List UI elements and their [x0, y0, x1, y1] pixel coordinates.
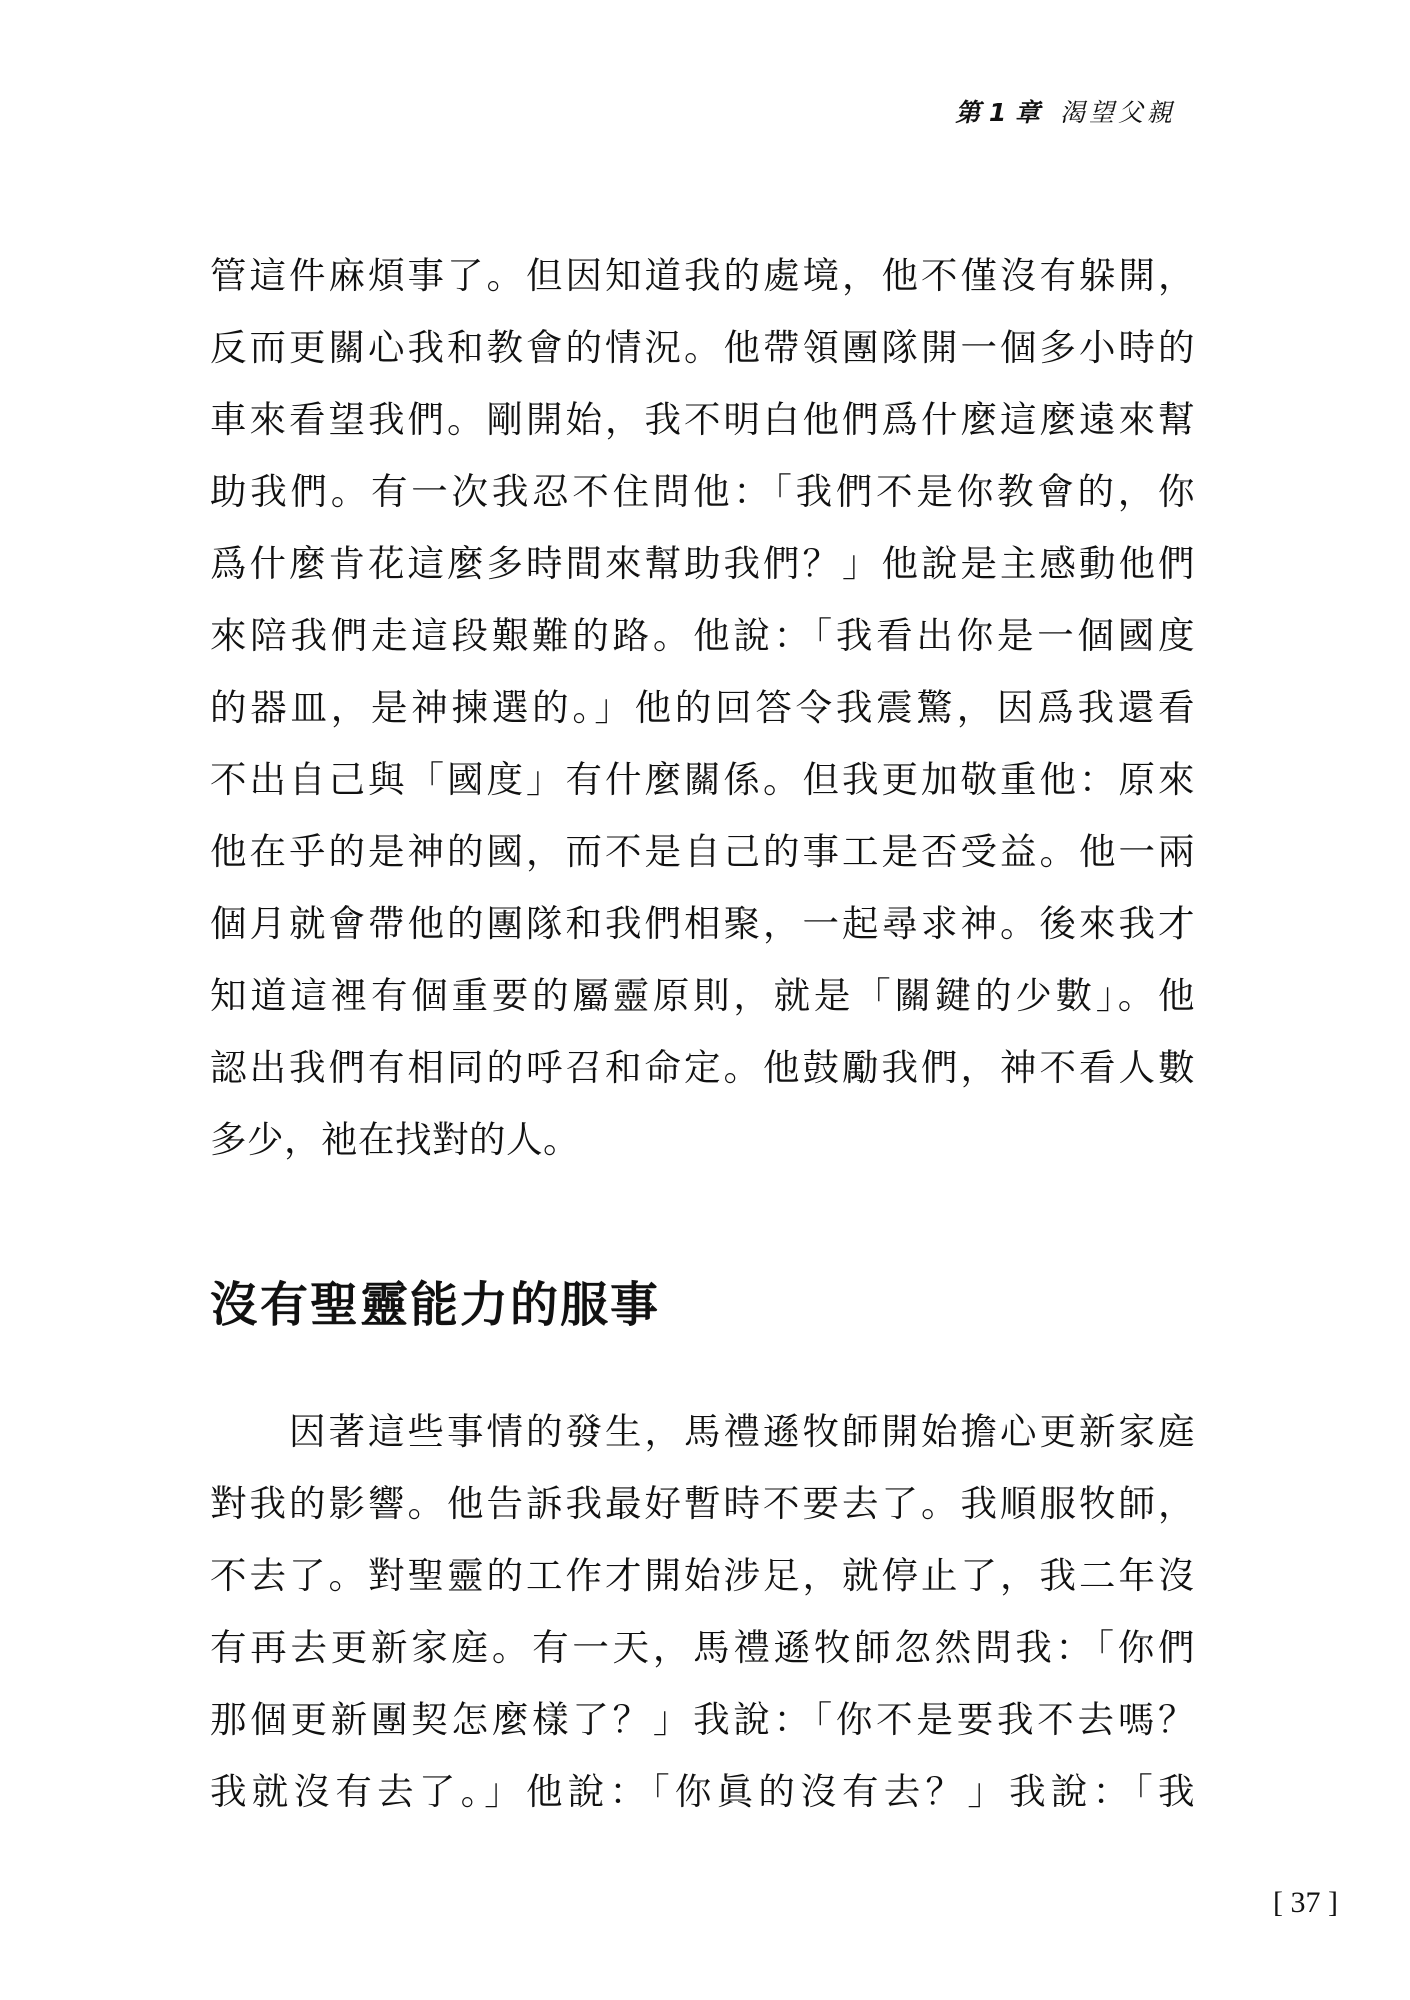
- section-heading: 沒有聖靈能力的服事: [210, 1277, 661, 1333]
- text-line: 管這件麻煩事了。但因知道我的處境，他不僅沒有躲開，: [210, 254, 1195, 297]
- text-line: 來陪我們走這段艱難的路。他說：「我看出你是一個國度: [210, 614, 1195, 657]
- text-line: 反而更關心我和教會的情況。他帶領團隊開一個多小時的: [210, 326, 1195, 369]
- page-number: [ 37 ]: [1273, 1886, 1338, 1919]
- text-line: 有再去更新家庭。有一天，馬禮遜牧師忽然問我：「你們: [210, 1626, 1195, 1669]
- text-line: 不出自己與「國度」有什麼關係。但我更加敬重他：原來: [210, 758, 1195, 801]
- running-header: [955, 98, 1176, 128]
- body-paragraph-1: [210, 240, 1195, 1176]
- text-line: 知道這裡有個重要的屬靈原則，就是「關鍵的少數」。他: [210, 974, 1195, 1017]
- text-line: 因著這些事情的發生，馬禮遜牧師開始擔心更新家庭: [210, 1410, 1195, 1453]
- text-line: 認出我們有相同的呼召和命定。他鼓勵我們，神不看人數: [210, 1046, 1195, 1089]
- text-line: 的器皿，是神揀選的。」他的回答令我震驚，因爲我還看: [210, 686, 1195, 729]
- text-line: 爲什麼肯花這麼多時間來幫助我們？」他說是主感動他們: [210, 542, 1195, 585]
- text-line: 他在乎的是神的國，而不是自己的事工是否受益。他一兩: [210, 830, 1195, 873]
- text-line: 助我們。有一次我忍不住問他：「我們不是你教會的，你: [210, 470, 1195, 513]
- chapter-title: 渴望父親: [1059, 98, 1176, 127]
- text-line: 車來看望我們。剛開始，我不明白他們爲什麼這麼遠來幫: [210, 398, 1195, 441]
- text-line: 我就沒有去了。」他說：「你眞的沒有去？」我說：「我: [210, 1770, 1195, 1813]
- text-line: 個月就會帶他的團隊和我們相聚，一起尋求神。後來我才: [210, 902, 1195, 945]
- text-line: 那個更新團契怎麼樣了？」我說：「你不是要我不去嗎？: [210, 1698, 1195, 1741]
- text-line: 對我的影響。他告訴我最好暫時不要去了。我順服牧師，: [210, 1482, 1195, 1525]
- chapter-number: 第 1 章: [955, 98, 1041, 127]
- body-paragraph-2: [210, 1396, 1195, 1828]
- text-line: 多少，祂在找對的人。: [210, 1118, 580, 1161]
- text-line: 不去了。對聖靈的工作才開始涉足，就停止了，我二年沒: [210, 1554, 1195, 1597]
